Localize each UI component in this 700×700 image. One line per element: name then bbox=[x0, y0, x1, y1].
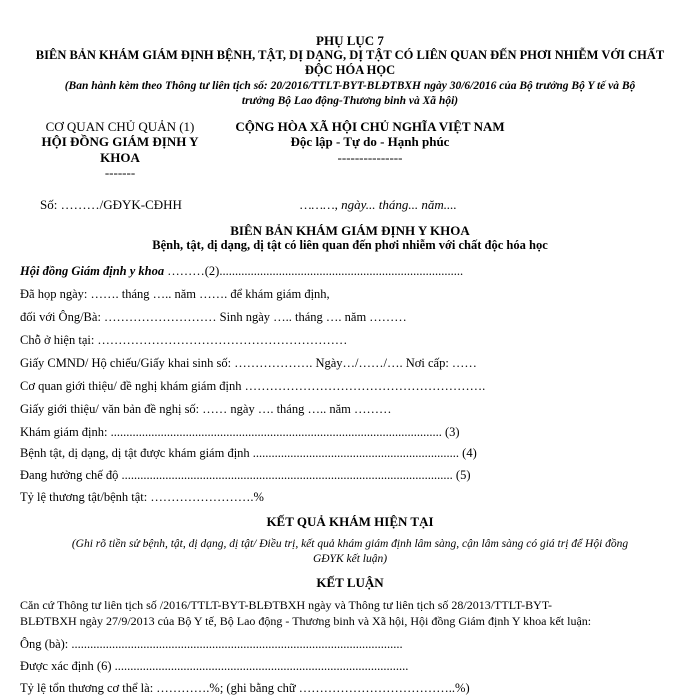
benefit-field: Đang hưởng chế độ .......................................................................................................... (5) bbox=[20, 468, 471, 482]
conclusion-person-field: Ông (bà): .......................................................................................................... bbox=[20, 637, 403, 651]
record-title: BIÊN BẢN KHÁM GIÁM ĐỊNH Y KHOA bbox=[230, 223, 470, 238]
id-card-field: Giấy CMND/ Hộ chiếu/Giấy khai sinh số: ………………. Ngày…/……/…. Nơi cấp: …… bbox=[20, 356, 477, 370]
residence-field: Chỗ ở hiện tại: …………………………………………………… bbox=[20, 333, 348, 347]
left-divider: ------- bbox=[104, 165, 136, 180]
main-title-line1: BIÊN BẢN KHÁM GIÁM ĐỊNH BỆNH, TẬT, DỊ DẠNG, DỊ TẬT CÓ LIÊN QUAN ĐẾN PHƠI NHIỄM VỚI CHẤT bbox=[35, 48, 665, 62]
agency-label: CƠ QUAN CHỦ QUẢN (1) bbox=[45, 119, 195, 134]
person-field: đối với Ông/Bà: ……………………… Sinh ngày ….. tháng …. năm ……… bbox=[20, 310, 407, 324]
exam-field: Khám giám định: .......................................................................................................... (3) bbox=[20, 425, 460, 439]
record-subtitle: Bệnh, tật, dị dạng, dị tật có liên quan đến phơi nhiễm với chất độc hóa học bbox=[152, 238, 548, 252]
determined-field: Được xác định (6) .............................................................................................. bbox=[20, 659, 409, 673]
issued-note-line1: (Ban hành kèm theo Thông tư liên tịch số: 20/2016/TTLT-BYT-BLĐTBXH ngày 30/6/2016 của Bộ trưởng Bộ Y tế và Bộ bbox=[64, 80, 636, 92]
referral-agency-field: Cơ quan giới thiệu/ đề nghị khám giám định …………………………………………………. bbox=[20, 379, 486, 393]
injury-rate-field: Tỷ lệ thương tật/bệnh tật: …………………….% bbox=[20, 490, 264, 504]
conclusion-title: KẾT LUẬN bbox=[316, 575, 384, 590]
republic-title: CỘNG HÒA XÃ HỘI CHỦ NGHĨA VIỆT NAM bbox=[235, 119, 505, 134]
appendix-title: PHỤ LỤC 7 bbox=[316, 33, 384, 48]
result-note-line1: (Ghi rõ tiền sử bệnh, tật, dị dạng, dị tật/ Điều trị, kết quả khám giám định lâm sàng, cận lâm sàng có giá trị để Hội đồng bbox=[71, 538, 629, 550]
national-motto: Độc lập - Tự do - Hạnh phúc bbox=[290, 134, 450, 149]
basis-line1: Căn cứ Thông tư liên tịch số /2016/TTLT-BYT-BLĐTBXH ngày và Thông tư liên tịch số 28/2013/TTLT-BYT- bbox=[20, 598, 553, 612]
document-number: Số: ………/GĐYK-CĐHH bbox=[40, 197, 182, 212]
council-name-line2: KHOA bbox=[100, 150, 140, 165]
referral-doc-field: Giấy giới thiệu/ văn bản đề nghị số: …… ngày …. tháng ….. năm ……… bbox=[20, 402, 392, 416]
meeting-field: Đã họp ngày: ……. tháng ….. năm ……. để khám giám định, bbox=[20, 287, 330, 301]
disease-field: Bệnh tật, dị dạng, dị tật được khám giám định .................................................................. (4) bbox=[20, 446, 477, 460]
council-field-value: ………(2).............................................................................. bbox=[164, 264, 464, 278]
issued-note-line2: trưởng Bộ Lao động-Thương binh và Xã hội) bbox=[241, 95, 459, 107]
council-field bbox=[20, 264, 463, 279]
council-name-line1: HỘI ĐỒNG GIÁM ĐỊNH Y bbox=[41, 134, 199, 149]
right-divider: --------------- bbox=[337, 150, 403, 165]
damage-rate-field: Tỷ lệ tổn thương cơ thể là: ………….%; (ghi bằng chữ ………………………………..%) bbox=[20, 681, 470, 695]
result-title: KẾT QUẢ KHÁM HIỆN TẠI bbox=[266, 514, 434, 529]
result-note-line2: GĐYK kết luận) bbox=[312, 553, 388, 565]
basis-line2: BLĐTBXH ngày 27/9/2013 của Bộ Y tế, Bộ Lao động - Thương binh và Xã hội, Hội đồng Giám định Y khoa kết luận: bbox=[20, 614, 592, 628]
document-date: ………, ngày... tháng... năm.... bbox=[300, 197, 457, 212]
council-field-label: Hội đồng Giám định y khoa bbox=[20, 264, 165, 278]
main-title-line2: ĐỘC HÓA HỌC bbox=[304, 63, 396, 77]
